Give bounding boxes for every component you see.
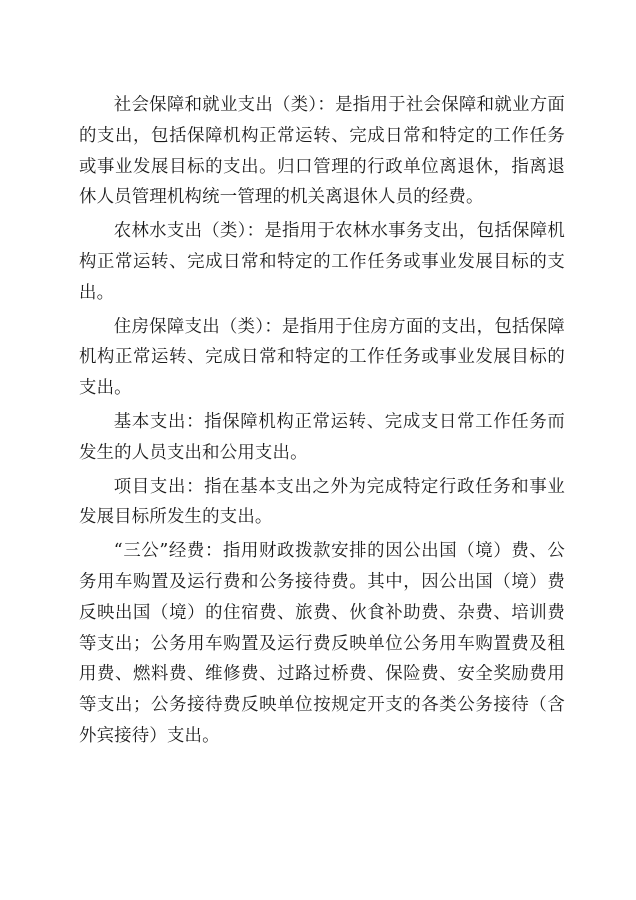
paragraph-basic-expenditure: 基本支出：指保障机构正常运转、完成支日常工作任务而发生的人员支出和公用支出。 [79,411,565,463]
paragraph-agriculture: 农林水支出（类）：是指用于农林水事务支出，包括保障机构正常运转、完成日常和特定的工作任务或事业发展目标的支出。 [79,221,565,303]
paragraph-housing: 住房保障支出（类）：是指用于住房方面的支出，包括保障机构正常运转、完成日常和特定的工作任务或事业发展目标的支出。 [79,316,565,399]
paragraph-social-security: 社会保障和就业支出（类）：是指用于社会保障和就业方面的支出，包括保障机构正常运转、完成日常和特定的工作任务或事业发展目标的支出。归口管理的行政单位离退休，指离退休人员管理机构统一管理的机关离退休人员的经费。 [79,95,565,208]
document-body [79,90,565,755]
paragraph-three-public-expenses: “三公”经费：指用财政拨款安排的因公出国（境）费、公务用车购置及运行费和公务接待费。其中，因公出国（境）费反映出国（境）的住宿费、旅费、伙食补助费、杂费、培训费等支出；公务用车购置及运行费反映单位公务用车购置费及租用费、燃料费、维修费、过路过桥费、保险费、安全奖励费用等支出；公务接待费反映单位按规定开支的各类公务接待（含外宾接待）支出。 [79,541,565,746]
paragraph-project-expenditure: 项目支出：指在基本支出之外为完成特定行政任务和事业发展目标所发生的支出。 [79,476,565,528]
